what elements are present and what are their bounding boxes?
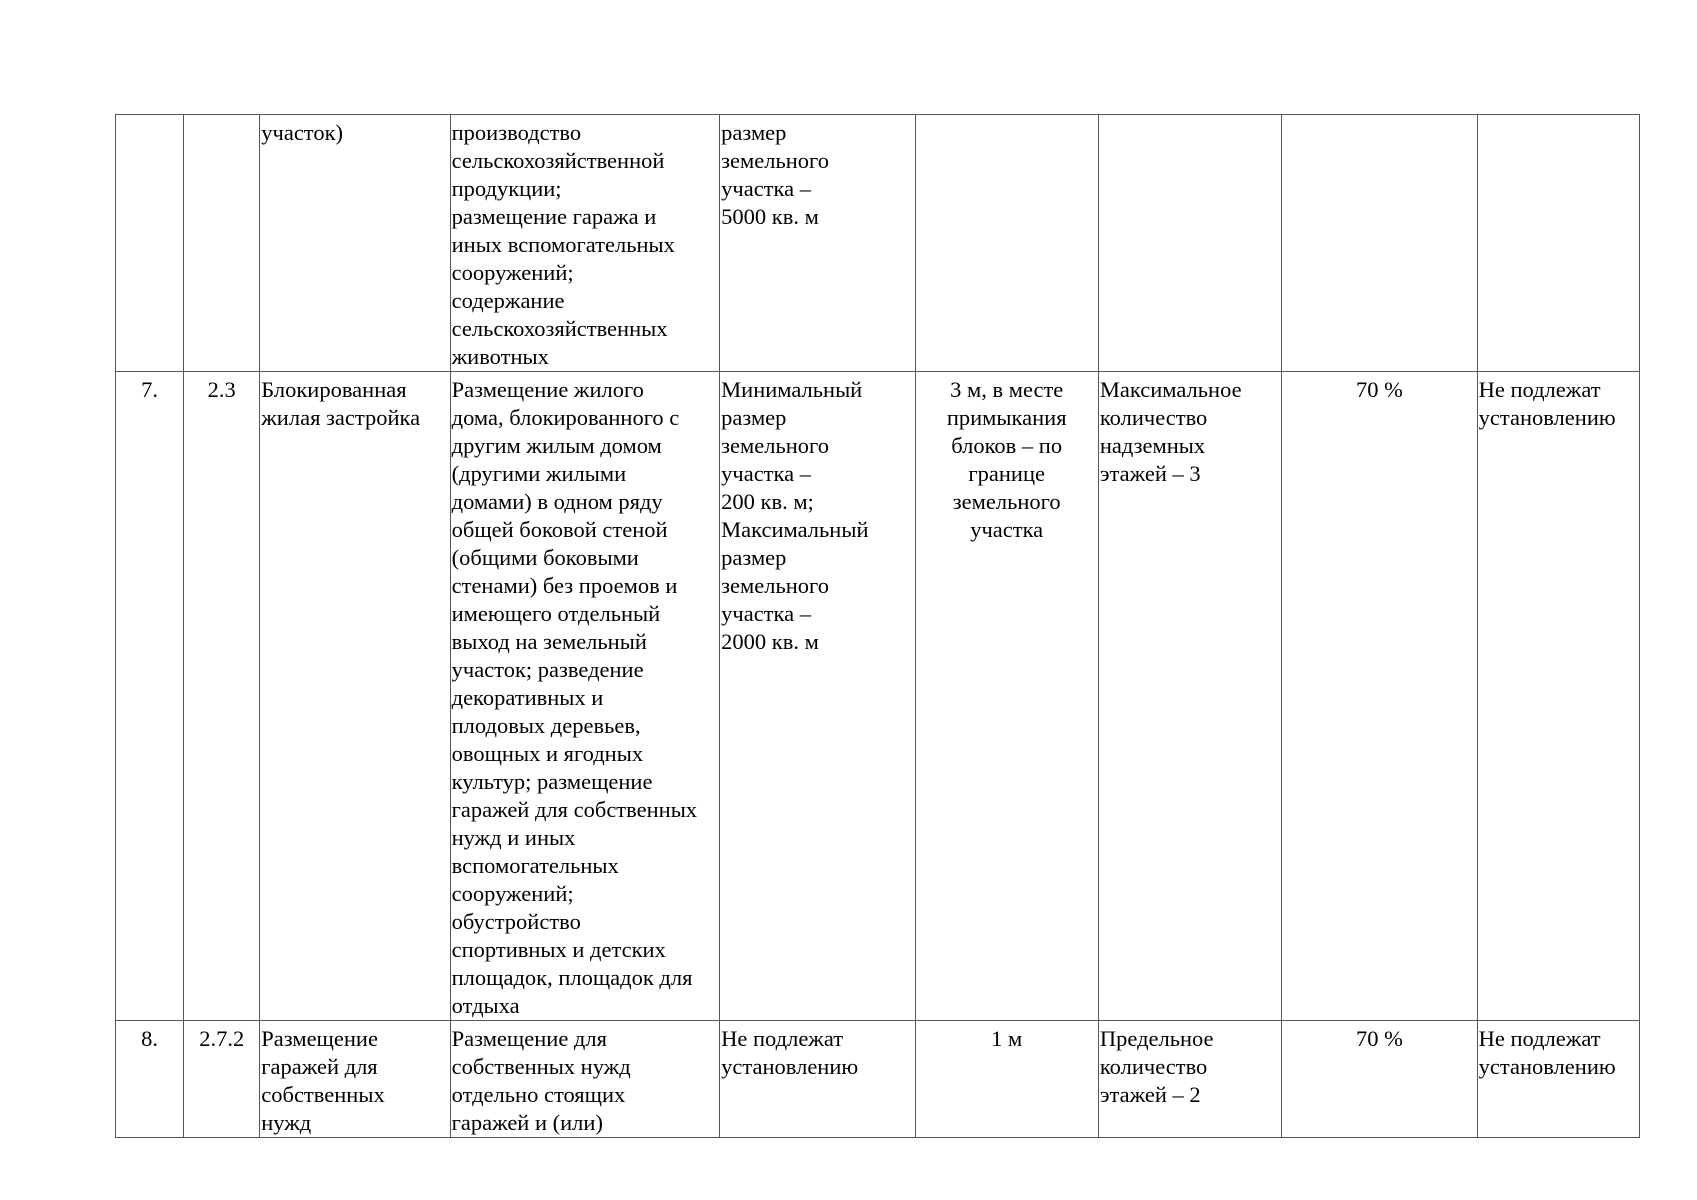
use-code: 2.7.2 [184,1021,260,1138]
row-number [116,115,184,372]
table-row [116,372,1640,1021]
use-code: 2.3 [184,372,260,1021]
floors [1098,115,1281,372]
use-name: Размещение гаражей для собственных нужд [260,1021,450,1138]
coverage [1282,115,1477,372]
use-description: Размещение для собственных нужд отдельно стоящих гаражей и (или) [450,1021,720,1138]
other-params: Не подлежат установлению [1477,1021,1639,1138]
plot-size: Минимальный размер земельного участка – 200 кв. м; Максимальный размер земельного участка – 2000 кв. м [720,372,915,1021]
use-description: производство сельскохозяйственной продукции; размещение гаража и иных вспомогательных сооружений; содержание сельскохозяйственных животных [450,115,720,372]
plot-size: Не подлежат установлению [720,1021,915,1138]
use-name: Блокированная жилая застройка [260,372,450,1021]
coverage: 70 % [1282,1021,1477,1138]
floors: Максимальное количество надземных этажей – 3 [1098,372,1281,1021]
row-number: 7. [116,372,184,1021]
setback: 3 м, в месте примыкания блоков – по границе земельного участка [915,372,1098,1021]
other-params [1477,115,1639,372]
use-code [184,115,260,372]
setback [915,115,1098,372]
use-name: участок) [260,115,450,372]
setback: 1 м [915,1021,1098,1138]
plot-size: размер земельного участка – 5000 кв. м [720,115,915,372]
use-description: Размещение жилого дома, блокированного с другим жилым домом (другими жилыми домами) в одном ряду общей боковой стеной (общими боковыми стенами) без проемов и имеющего отдельный выход на земельный участок; разведение декоративных и плодовых деревьев, овощных и ягодных культур; размещение гаражей для собственных нужд и иных вспомогательных сооружений; обустройство спортивных и детских площадок, площадок для отдыха [450,372,720,1021]
table-row [116,115,1640,372]
coverage: 70 % [1282,372,1477,1021]
zoning-regulations-table [115,114,1640,1138]
table-row [116,1021,1640,1138]
other-params: Не подлежат установлению [1477,372,1639,1021]
row-number: 8. [116,1021,184,1138]
floors: Предельное количество этажей – 2 [1098,1021,1281,1138]
